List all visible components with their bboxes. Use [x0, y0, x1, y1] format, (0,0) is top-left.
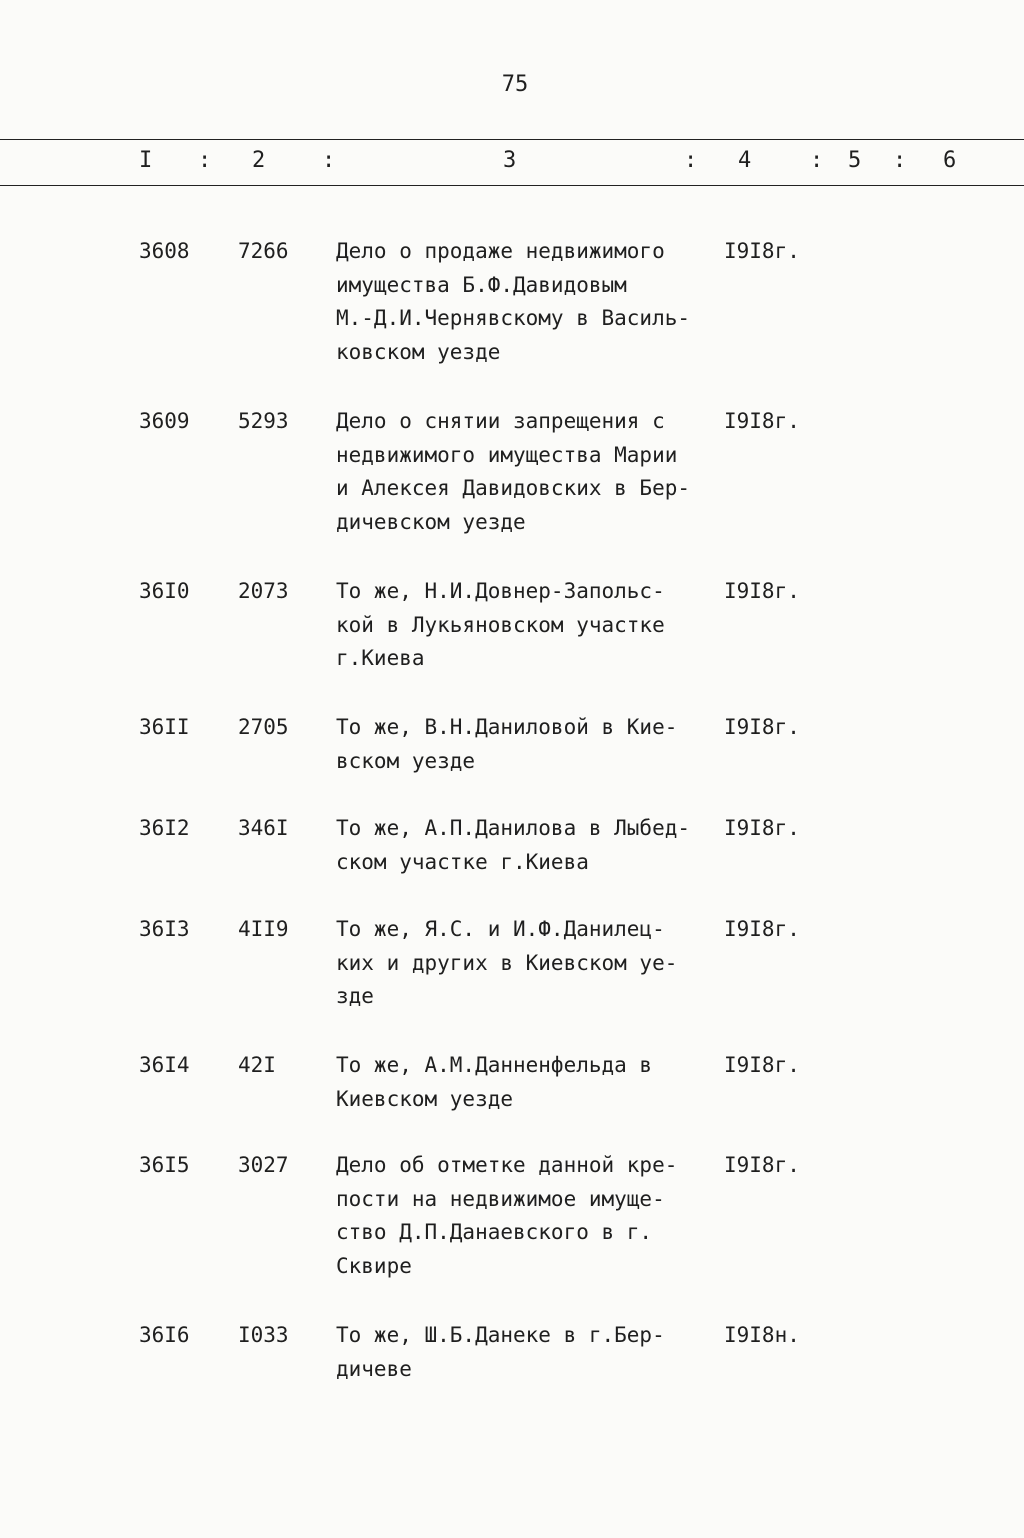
description-line: г.Киева [336, 646, 425, 671]
header-separator: : [893, 148, 907, 173]
entry-code: I033 [238, 1323, 289, 1347]
entry-code: 42I [238, 1053, 276, 1077]
description-line: имущества Б.Ф.Давидовым [336, 272, 627, 297]
entry-number: 3608 [139, 239, 190, 263]
entry-description [336, 405, 736, 540]
entry-code: 5293 [238, 409, 289, 433]
description-line: ском участке г.Киева [336, 849, 589, 874]
entry-description [336, 1319, 736, 1386]
description-line: ство Д.П.Данаевского в г. [336, 1220, 653, 1245]
description-line: кой в Лукьяновском участке [336, 612, 665, 637]
entry-description [336, 711, 736, 778]
entry-description [336, 812, 736, 879]
entry-year: I9I8г. [724, 579, 800, 603]
entry-description [336, 1049, 736, 1116]
entry-description [336, 913, 736, 1014]
entry-year: I9I8н. [724, 1323, 800, 1347]
description-line: ких и других в Киевском уе- [336, 950, 678, 975]
entry-year: I9I8г. [724, 409, 800, 433]
entry-code: 2705 [238, 715, 289, 739]
entry-number: 36I6 [139, 1323, 190, 1347]
header-separator: : [322, 148, 336, 173]
description-line: То же, А.П.Данилова в Лыбед- [336, 816, 691, 840]
entry-year: I9I8г. [724, 1153, 800, 1177]
header-col-4: 4 [738, 148, 752, 173]
header-col-6: 6 [943, 148, 957, 173]
entry-number: 36I3 [139, 917, 190, 941]
entry-year: I9I8г. [724, 816, 800, 840]
entry-description [336, 1149, 736, 1284]
description-line: Сквире [336, 1254, 412, 1279]
entry-number: 36I0 [139, 579, 190, 603]
entry-code: 2073 [238, 579, 289, 603]
description-line: зде [336, 984, 374, 1009]
entry-number: 36I5 [139, 1153, 190, 1177]
description-line: недвижимого имущества Марии [336, 442, 678, 467]
description-line: Дело о снятии запрещения с [336, 409, 665, 433]
entry-number: 36II [139, 715, 190, 739]
header-col-2: 2 [252, 148, 266, 173]
header-col-1: I [139, 148, 153, 173]
description-line: То же, А.М.Данненфельда в [336, 1053, 653, 1077]
entry-year: I9I8г. [724, 715, 800, 739]
description-line: То же, Я.С. и И.Ф.Данилец- [336, 917, 665, 941]
description-line: То же, Н.И.Довнер-Запольс- [336, 579, 665, 603]
entry-code: 3027 [238, 1153, 289, 1177]
description-line: Киевском уезде [336, 1086, 514, 1111]
description-line: дичеве [336, 1356, 412, 1381]
entry-year: I9I8г. [724, 917, 800, 941]
entry-description [336, 235, 736, 370]
description-line: дичевском уезде [336, 510, 526, 535]
description-line: и Алексея Давидовских в Бер- [336, 476, 691, 501]
description-line: ковском уезде [336, 340, 501, 365]
entry-number: 3609 [139, 409, 190, 433]
entry-code: 4II9 [238, 917, 289, 941]
description-line: Дело об отметке данной кре- [336, 1153, 678, 1177]
description-line: То же, В.Н.Даниловой в Кие- [336, 715, 678, 739]
page-number: 75 [501, 72, 529, 97]
header-separator: : [684, 148, 698, 173]
entry-year: I9I8г. [724, 239, 800, 263]
entry-description [336, 575, 736, 676]
entry-year: I9I8г. [724, 1053, 800, 1077]
description-line: вском уезде [336, 748, 476, 773]
entry-number: 36I2 [139, 816, 190, 840]
header-col-3: 3 [503, 148, 517, 173]
description-line: пости на недвижимое имуще- [336, 1186, 665, 1211]
header-separator: : [198, 148, 212, 173]
header-col-5: 5 [848, 148, 862, 173]
entry-code: 346I [238, 816, 289, 840]
entry-code: 7266 [238, 239, 289, 263]
header-separator: : [810, 148, 824, 173]
entry-number: 36I4 [139, 1053, 190, 1077]
description-line: М.-Д.И.Чернявскому в Василь- [336, 306, 691, 331]
description-line: То же, Ш.Б.Данеке в г.Бер- [336, 1323, 665, 1347]
description-line: Дело о продаже недвижимого [336, 239, 665, 263]
